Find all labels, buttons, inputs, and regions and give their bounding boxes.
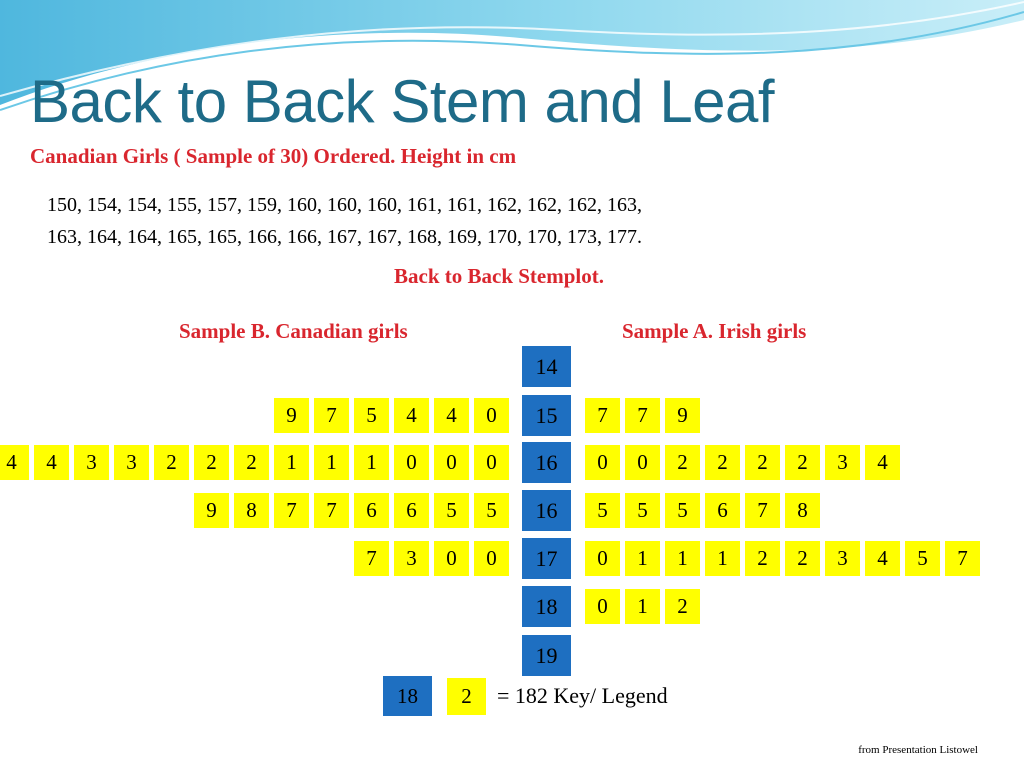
right-leaf: 2 (664, 588, 701, 625)
key-stem: 18 (383, 676, 432, 716)
stem-15: 15 (520, 393, 573, 438)
right-leaf: 1 (704, 540, 741, 577)
right-leaf: 0 (584, 444, 621, 481)
right-leaf: 4 (864, 540, 901, 577)
data-line-1: 150, 154, 154, 155, 157, 159, 160, 160, 160, 161, 161, 162, 162, 162, 163, (47, 194, 642, 216)
left-leaf: 6 (353, 492, 390, 529)
right-leaf: 7 (584, 397, 621, 434)
left-leaf: 7 (313, 492, 350, 529)
right-leaf: 7 (944, 540, 981, 577)
right-leaf: 0 (584, 588, 621, 625)
subtitle: Canadian Girls ( Sample of 30) Ordered. Height in cm (30, 144, 517, 168)
left-leaf: 1 (353, 444, 390, 481)
right-leaf: 5 (904, 540, 941, 577)
left-leaf: 7 (353, 540, 390, 577)
left-leaf: 0 (473, 397, 510, 434)
left-leaf: 2 (193, 444, 230, 481)
left-leaf: 4 (433, 397, 470, 434)
right-leaf: 8 (784, 492, 821, 529)
right-heading: Sample A. Irish girls (622, 319, 807, 343)
right-leaf: 0 (584, 540, 621, 577)
left-heading: Sample B. Canadian girls (179, 319, 408, 343)
left-leaf: 5 (473, 492, 510, 529)
footer-credit: from Presentation Listowel (858, 744, 978, 756)
right-leaf: 1 (624, 540, 661, 577)
left-leaf: 4 (0, 444, 30, 481)
left-leaf: 1 (313, 444, 350, 481)
left-leaf: 0 (433, 444, 470, 481)
right-leaf: 2 (784, 444, 821, 481)
left-leaf: 4 (393, 397, 430, 434)
left-leaf: 1 (273, 444, 310, 481)
stem-16: 16 (520, 488, 573, 533)
right-leaf: 5 (664, 492, 701, 529)
right-leaf: 3 (824, 540, 861, 577)
right-leaf: 1 (664, 540, 701, 577)
right-leaf: 2 (744, 540, 781, 577)
left-leaf: 8 (233, 492, 270, 529)
left-leaf: 3 (393, 540, 430, 577)
right-leaf: 2 (784, 540, 821, 577)
left-leaf: 0 (473, 540, 510, 577)
right-leaf: 2 (704, 444, 741, 481)
stem-18: 18 (520, 584, 573, 629)
left-leaf: 3 (113, 444, 150, 481)
left-leaf: 9 (193, 492, 230, 529)
left-leaf: 2 (153, 444, 190, 481)
left-leaf: 9 (273, 397, 310, 434)
left-leaf: 3 (73, 444, 110, 481)
right-leaf: 7 (624, 397, 661, 434)
right-leaf: 7 (744, 492, 781, 529)
right-leaf: 1 (624, 588, 661, 625)
right-leaf: 2 (744, 444, 781, 481)
left-leaf: 5 (433, 492, 470, 529)
plot-heading: Back to Back Stemplot. (394, 264, 604, 288)
right-leaf: 3 (824, 444, 861, 481)
stem-16: 16 (520, 440, 573, 485)
right-leaf: 2 (664, 444, 701, 481)
stem-14: 14 (520, 344, 573, 389)
stem-19: 19 (520, 633, 573, 678)
right-leaf: 9 (664, 397, 701, 434)
left-leaf: 2 (233, 444, 270, 481)
slide-title: Back to Back Stem and Leaf (30, 68, 775, 135)
right-leaf: 5 (624, 492, 661, 529)
stem-17: 17 (520, 536, 573, 581)
left-leaf: 6 (393, 492, 430, 529)
data-line-2: 163, 164, 164, 165, 165, 166, 166, 167, 167, 168, 169, 170, 170, 173, 177. (47, 226, 642, 248)
right-leaf: 4 (864, 444, 901, 481)
left-leaf: 0 (433, 540, 470, 577)
right-leaf: 0 (624, 444, 661, 481)
left-leaf: 5 (353, 397, 390, 434)
left-leaf: 0 (473, 444, 510, 481)
left-leaf: 7 (313, 397, 350, 434)
right-leaf: 6 (704, 492, 741, 529)
left-leaf: 0 (393, 444, 430, 481)
key-leaf: 2 (447, 678, 486, 715)
key-legend-text: = 182 Key/ Legend (497, 683, 668, 708)
right-leaf: 5 (584, 492, 621, 529)
left-leaf: 4 (33, 444, 70, 481)
left-leaf: 7 (273, 492, 310, 529)
